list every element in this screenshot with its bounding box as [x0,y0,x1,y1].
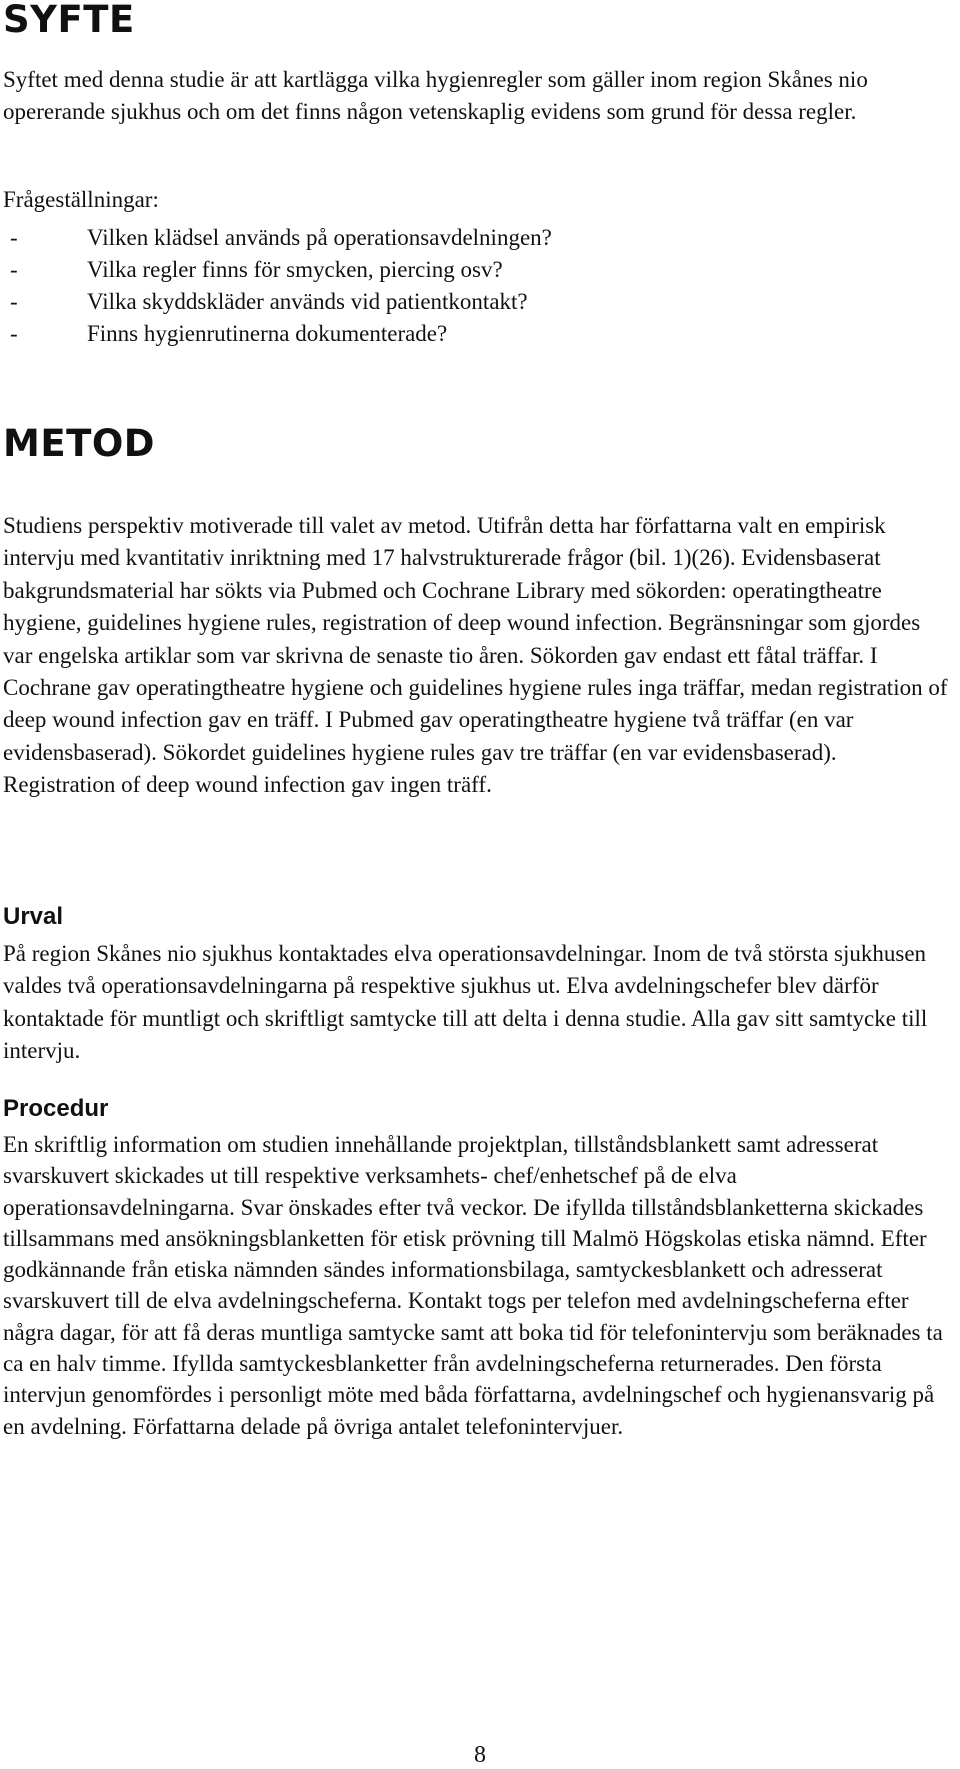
section-heading-procedur: Procedur [3,1095,109,1122]
questions-label: Frågeställningar: [3,187,159,212]
section-heading-metod: METOD [3,422,155,465]
list-item: - Vilka regler finns för smycken, piercing osv? [10,257,503,282]
questions-list [3,222,953,350]
list-item: - Vilken klädsel används på operationsavdelningen? [10,225,552,250]
section-heading-syfte: SYFTE [3,0,135,41]
metod-paragraph: Studiens perspektiv motiverade till valet av metod. Utifrån detta har författarna valt en empirisk intervju med kvantitativ inriktning med 17 halvstrukturerade frågor (bil. 1)(26). Evidensbaserat bakgrundsmaterial har sökts via Pubmed och Cochrane Library med sökorden: operatingtheatre hygiene, guidelines hygiene rules, registration of deep wound infection. Begränsningar som gjordes var engelska artiklar som var skrivna de senaste tio åren. Sökorden gav endast ett fåtal träffar. I Cochrane gav operatingtheatre hygiene och guidelines hygiene rules inga träffar, medan registration of deep wound infection gav en träff. I Pubmed gav operatingtheatre hygiene två träffar (en var evidensbaserad). Sökordet guidelines hygiene rules gav tre träffar (en var evidensbaserad). Registration of deep wound infection gav ingen träff. [3,513,948,798]
procedur-paragraph: En skriftlig information om studien innehållande projektplan, tillståndsblankett samt adresserat svarskuvert skickades ut till respektive verksamhets- chef/enhetschef på de elva operationsavdelningarna. Svar önskades efter två veckor. De ifyllda tillståndsblanketterna skickades tillsammans med ansökningsblanketten för etisk prövning till Malmö Högskolas etiska nämnd. Efter godkännande från etiska nämnden sändes informationsbilaga, samtyckesblankett och adresserat svarskuvert till de elva avdelningscheferna. Kontakt togs per telefon med avdelningscheferna efter några dagar, för att få deras muntliga samtycke samt att boka tid för telefonintervju som beräknades ta ca en halv timme. Ifyllda samtyckesblanketter från avdelningscheferna returnerades. Den första intervjun genomfördes i personligt möte med båda författarna, avdelningschef och hygienansvarig på en avdelning. Författarna delade på övriga antalet telefonintervjuer. [3,1132,943,1439]
urval-paragraph: På region Skånes nio sjukhus kontaktades elva operationsavdelningar. Inom de två största sjukhusen valdes två operationsavdelningarna på respektive sjukhus ut. Elva avdelningschefer blev därför kontaktade för muntligt och skriftligt samtycke till att delta i denna studie. Alla gav sitt samtycke till intervju. [3,941,928,1064]
syfte-paragraph: Syftet med denna studie är att kartlägga vilka hygienregler som gäller inom region Skånes nio opererande sjukhus och om det finns någon vetenskaplig evidens som grund för dessa regler. [3,67,868,125]
page-number: 8 [474,1742,486,1768]
list-item: - Finns hygienrutinerna dokumenterade? [10,321,448,346]
section-heading-urval: Urval [3,903,64,930]
list-item: - Vilka skyddskläder används vid patientkontakt? [10,289,528,314]
